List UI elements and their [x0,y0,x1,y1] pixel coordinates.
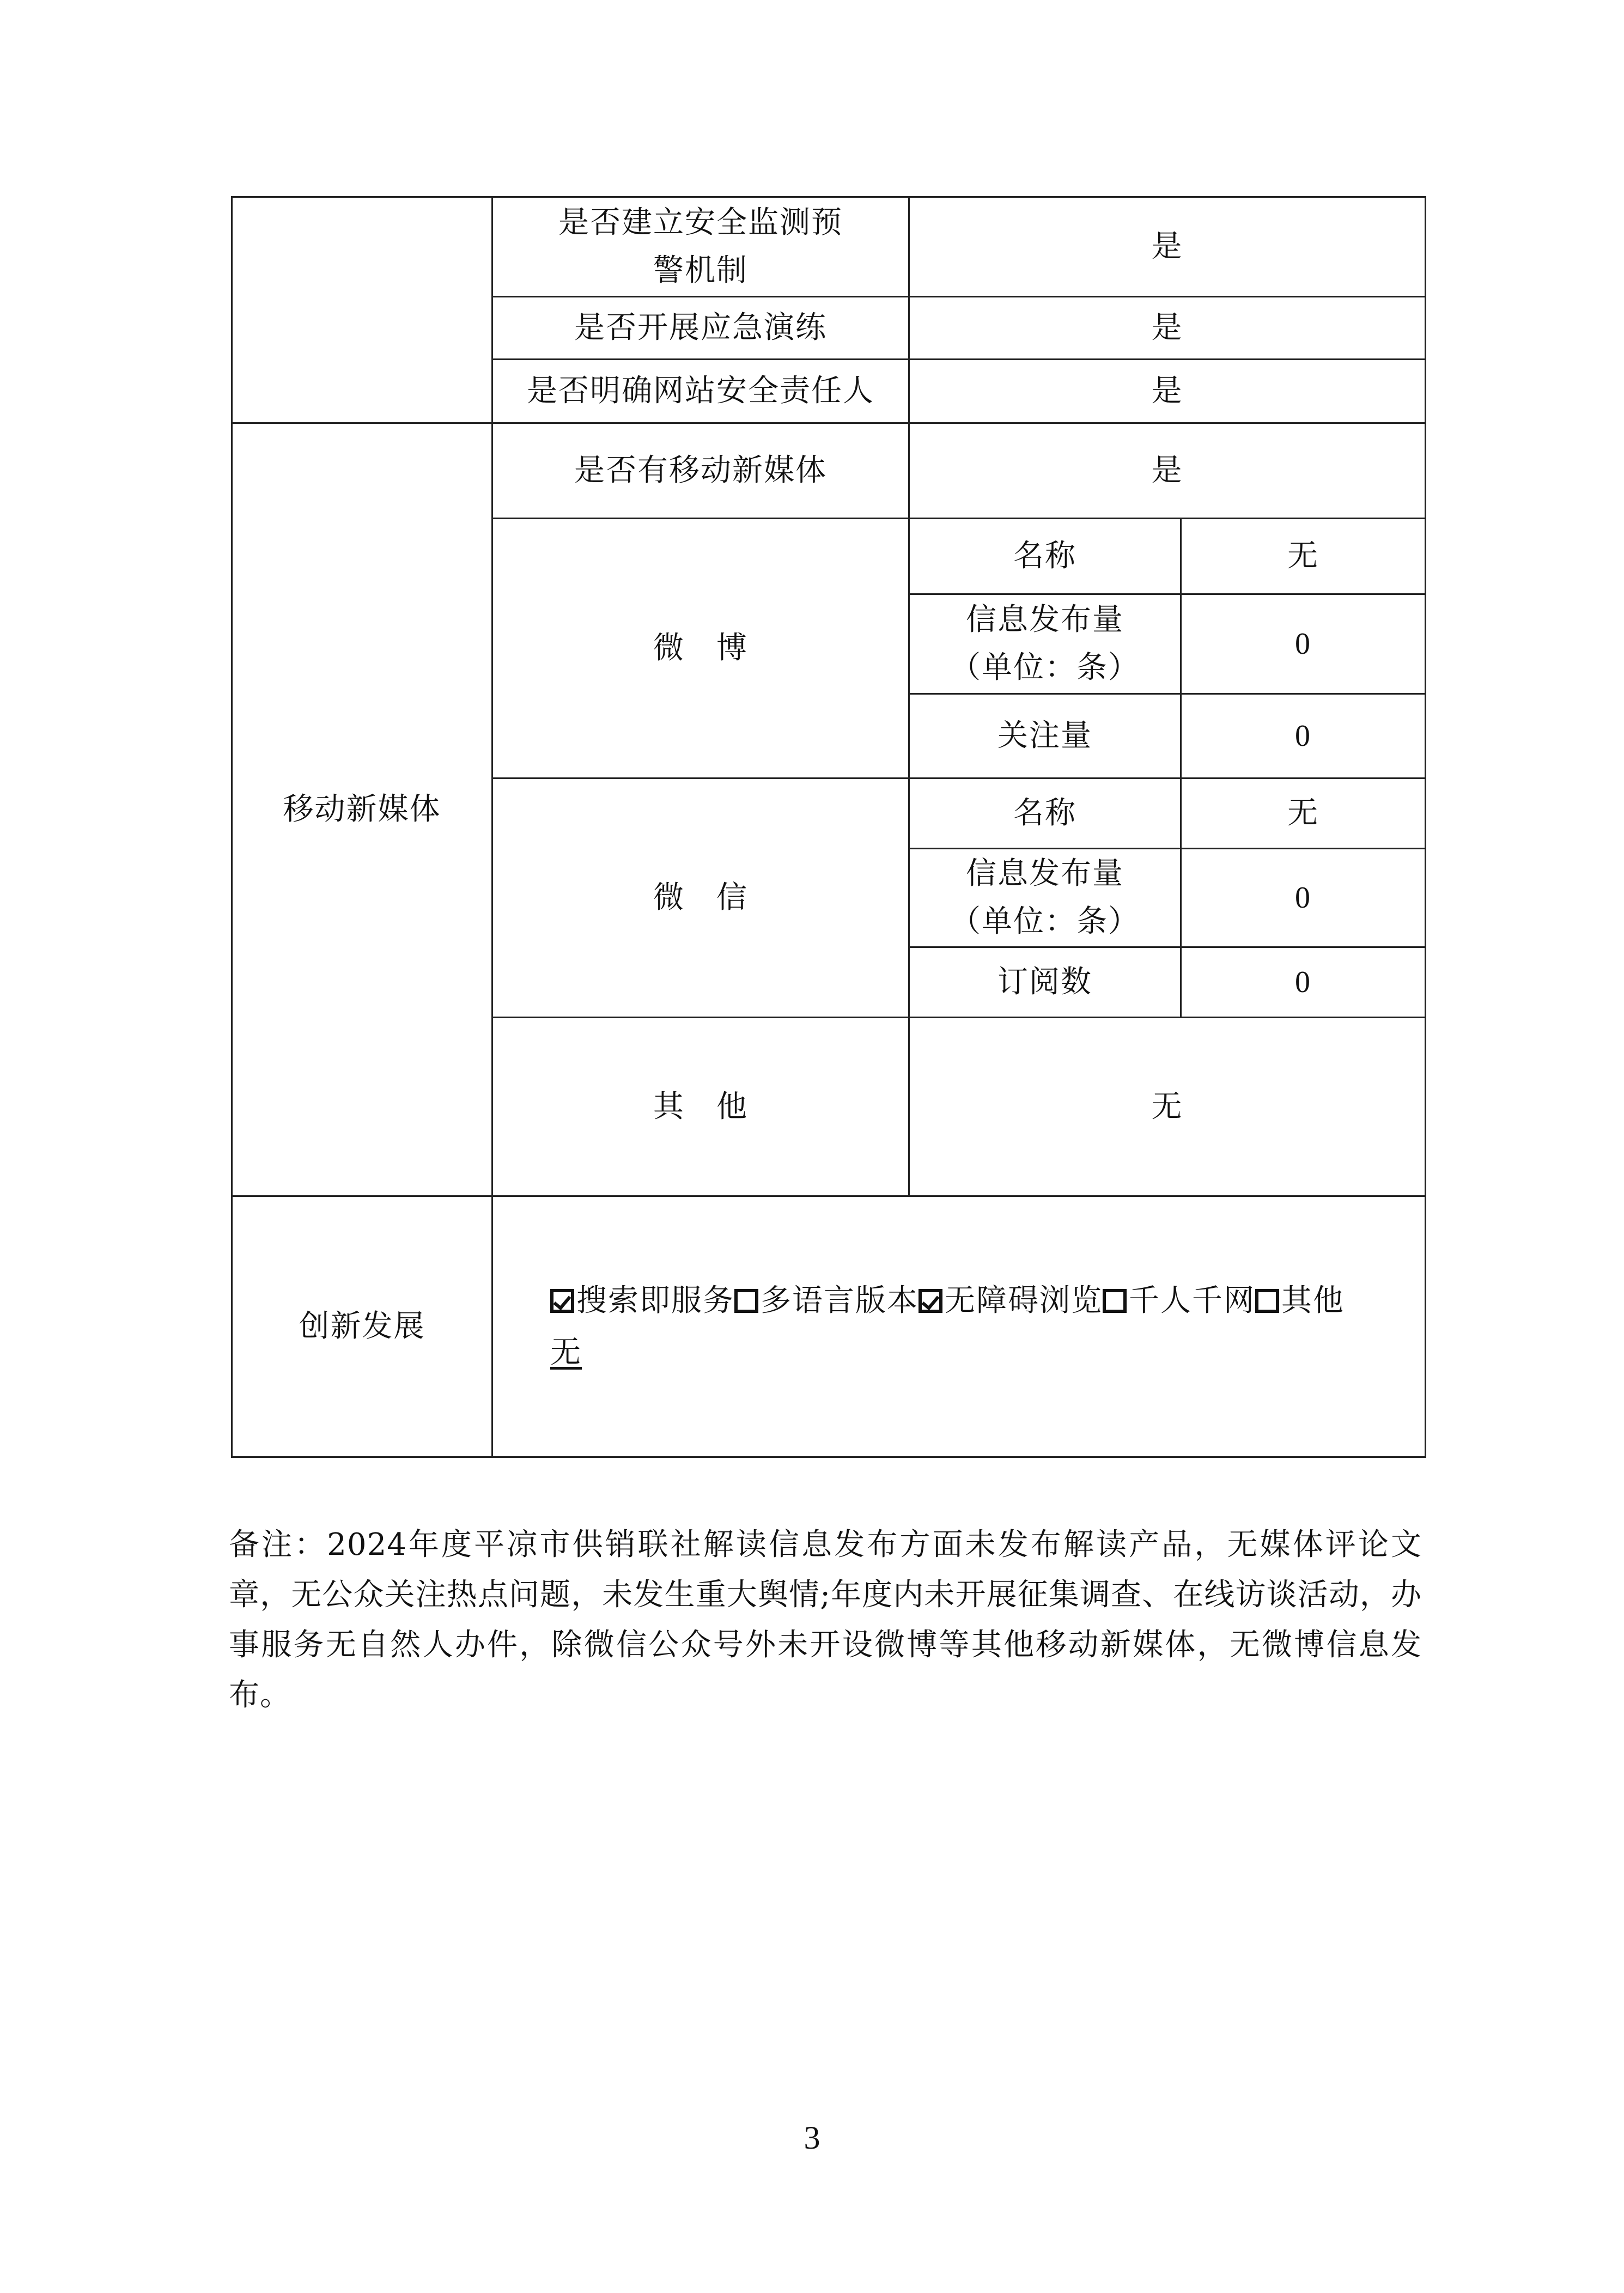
emergency-drill-value: 是 [1151,310,1183,345]
innovation-option[interactable]: 搜索即服务 [550,1283,734,1318]
innovation-section-label: 创新发展 [299,1309,425,1344]
remarks-note: 备注：2024年度平凉市供销联社解读信息发布方面未发布解读产品，无媒体评论文章，无公众关注热点问题，未发生重大舆情;年度内未开展征集调查、在线访谈活动，办事服务无自然人办件，除微信公众号外未开设微博等其他移动新媒体，无微博信息发布。 [229,1527,1422,1713]
monitoring-mechanism-value: 是 [1151,229,1183,264]
wechat-name-label: 名称 [1013,795,1076,831]
security-responsible-value: 是 [1151,373,1183,409]
wechat-posts-value: 0 [1295,881,1311,915]
has-mobile-media-label: 是否有移动新媒体 [574,453,827,488]
innovation-other-value: 无 [550,1335,582,1370]
innovation-option[interactable]: 多语言版本 [734,1283,919,1318]
weibo-name-value: 无 [1287,538,1319,574]
checkbox-checked-icon [919,1289,942,1313]
monitoring-mechanism-label: 是否建立安全监测预警机制 [558,205,843,288]
innovation-options [550,1275,1411,1378]
security-responsible-label: 是否明确网站安全责任人 [527,373,874,409]
wechat-subscribers-label: 订阅数 [997,964,1092,1000]
wechat-subscribers-value: 0 [1295,965,1311,999]
emergency-drill-label: 是否开展应急演练 [574,310,827,345]
checkbox-checked-icon [550,1289,574,1313]
wechat-posts-label: 信息发布量 （单位：条） [950,856,1140,939]
checkbox-empty-icon [1255,1289,1279,1313]
innovation-option[interactable]: 千人千网 [1103,1283,1255,1318]
wechat-label: 微 信 [653,880,748,915]
weibo-posts-label: 信息发布量 （单位：条） [950,602,1140,685]
innovation-option[interactable]: 其他 [1255,1283,1345,1318]
mobile-media-section-label: 移动新媒体 [283,792,441,827]
other-media-value: 无 [1151,1088,1183,1124]
weibo-followers-value: 0 [1295,719,1311,753]
weibo-posts-value: 0 [1295,627,1311,661]
checkbox-empty-icon [734,1289,758,1313]
other-media-label: 其 他 [653,1088,748,1124]
checkbox-empty-icon [1103,1289,1127,1313]
weibo-followers-label: 关注量 [997,718,1092,753]
wechat-name-value: 无 [1287,795,1319,831]
innovation-option[interactable]: 无障碍浏览 [919,1283,1103,1318]
weibo-label: 微 博 [653,630,748,666]
weibo-name-label: 名称 [1013,538,1076,574]
page-number: 3 [804,2120,820,2156]
has-mobile-media-value: 是 [1151,453,1183,488]
